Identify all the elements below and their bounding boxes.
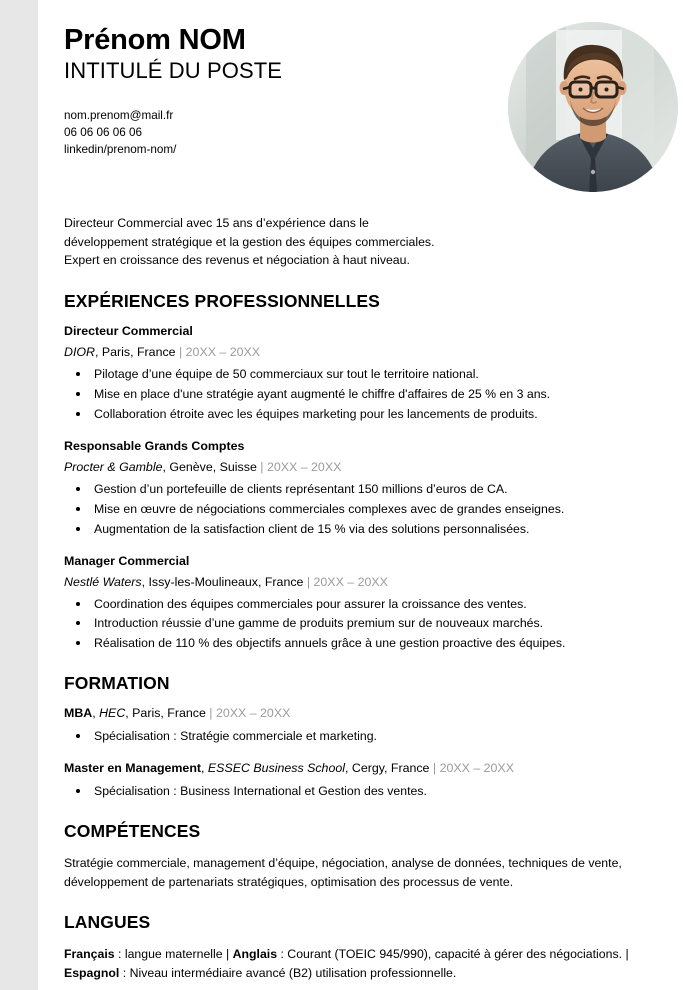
education-entry — [64, 706, 680, 747]
education-bullet-list — [64, 727, 680, 747]
experience-entry — [64, 324, 680, 425]
experience-company: DIOR — [64, 345, 95, 360]
education-degree-separator: , — [92, 706, 100, 721]
list-item: Spécialisation : Stratégie commerciale et marketing. — [64, 727, 680, 747]
education-location: , Paris, France — [125, 706, 210, 721]
education-meta — [64, 706, 680, 720]
portrait-photo — [508, 22, 678, 192]
language-value-francais: : langue maternelle | — [114, 946, 233, 961]
experience-entry — [64, 554, 680, 655]
list-item: Pilotage d’une équipe de 50 commerciaux sur tout le territoire national. — [64, 365, 680, 385]
contact-email[interactable]: nom.prenom@mail.fr — [64, 108, 174, 122]
experience-entry — [64, 439, 680, 540]
section-heading-competences: COMPÉTENCES — [64, 821, 201, 842]
experience-separator: | — [306, 574, 311, 589]
language-label-francais: Français — [64, 946, 115, 961]
education-school: HEC — [99, 706, 126, 721]
language-value-anglais: : Courant (TOEIC 945/990), capacité à gérer des négociations. | — [277, 946, 629, 961]
experience-meta — [64, 345, 680, 359]
page-left-gutter — [0, 0, 38, 990]
summary-line-3: Expert en croissance des revenus et négociation à haut niveau. — [64, 253, 410, 268]
experience-job-title: Responsable Grands Comptes — [64, 438, 245, 453]
language-label-anglais: Anglais — [232, 946, 278, 961]
education-location: , Cergy, France — [344, 761, 433, 776]
experience-location: , Issy-les-Moulineaux, France — [141, 574, 307, 589]
education-school: ESSEC Business School — [207, 761, 345, 776]
experience-dates: 20XX – 20XX — [263, 459, 342, 474]
section-heading-formation: FORMATION — [64, 673, 170, 694]
language-label-espagnol: Espagnol — [64, 966, 120, 981]
page-title: Prénom NOM — [64, 24, 246, 56]
list-item: Coordination des équipes commerciales pour assurer la croissance des ventes. — [64, 595, 680, 615]
list-item: Mise en place d'une stratégie ayant augmenté le chiffre d'affaires de 25 % en 3 ans. — [64, 385, 680, 405]
list-item: Gestion d’un portefeuille de clients représentant 150 millions d’euros de CA. — [64, 480, 680, 500]
education-entry — [64, 761, 680, 802]
contact-linkedin[interactable]: linkedin/prenom-nom/ — [64, 143, 177, 157]
job-title: INTITULÉ DU POSTE — [64, 58, 283, 84]
contact-phone[interactable]: 06 06 06 06 06 — [64, 126, 142, 140]
list-item: Spécialisation : Business International et Gestion des ventes. — [64, 782, 680, 802]
competences-text: Stratégie commerciale, management d’équipe, négociation, analyse de données, techniques de vente, développement de partenariats stratégiques, optimisation des processus de vente. — [64, 856, 622, 890]
education-dates: 20XX – 20XX — [436, 761, 514, 776]
experience-separator: | — [179, 345, 183, 360]
language-value-espagnol: : Niveau intermédiaire avancé (B2) utilisation professionnelle. — [119, 966, 457, 981]
experience-location: , Genève, Suisse — [162, 459, 261, 474]
education-meta — [64, 761, 680, 775]
portrait-photo-illustration — [508, 22, 678, 192]
profile-summary — [64, 214, 494, 270]
experience-separator: | — [260, 459, 264, 474]
experience-meta — [64, 460, 680, 474]
experience-company: Nestlé Waters — [64, 574, 142, 589]
education-degree-separator: , — [201, 761, 208, 776]
experience-job-title: Manager Commercial — [64, 553, 190, 568]
resume-header — [64, 24, 680, 196]
resume-page — [38, 0, 700, 990]
experience-meta — [64, 575, 680, 589]
list-item: Augmentation de la satisfaction client de 15 % via des solutions personnalisées. — [64, 520, 680, 540]
list-item: Introduction réussie d’une gamme de produits premium sur de nouveaux marchés. — [64, 614, 680, 634]
list-item: Réalisation de 110 % des objectifs annuels grâce à une gestion proactive des équipes. — [64, 634, 680, 654]
education-bullet-list — [64, 782, 680, 802]
list-item: Collaboration étroite avec les équipes marketing pour les lancements de produits. — [64, 405, 680, 425]
summary-line-1: Directeur Commercial avec 15 ans d’expérience dans le — [64, 216, 369, 230]
education-dates: 20XX – 20XX — [212, 706, 291, 721]
education-degree: MBA — [64, 706, 93, 721]
experience-dates: 20XX – 20XX — [182, 345, 261, 360]
education-degree: Master en Management — [64, 761, 202, 776]
langues-text — [64, 945, 644, 984]
section-heading-langues: LANGUES — [64, 911, 151, 932]
avatar — [508, 22, 678, 192]
experience-company: Procter & Gamble — [64, 459, 163, 474]
section-heading-experience: EXPÉRIENCES PROFESSIONNELLES — [64, 291, 380, 312]
experience-bullet-list — [64, 595, 680, 655]
summary-line-2: développement stratégique et la gestion des équipes commerciales. — [64, 234, 435, 249]
experience-dates: 20XX – 20XX — [310, 574, 388, 589]
education-separator: | — [432, 761, 437, 776]
experience-bullet-list — [64, 365, 680, 425]
list-item: Mise en œuvre de négociations commerciales complexes avec de grandes enseignes. — [64, 500, 680, 520]
experience-location: , Paris, France — [94, 345, 179, 360]
experience-job-title: Directeur Commercial — [64, 324, 193, 339]
experience-bullet-list — [64, 480, 680, 540]
education-separator: | — [209, 706, 213, 721]
